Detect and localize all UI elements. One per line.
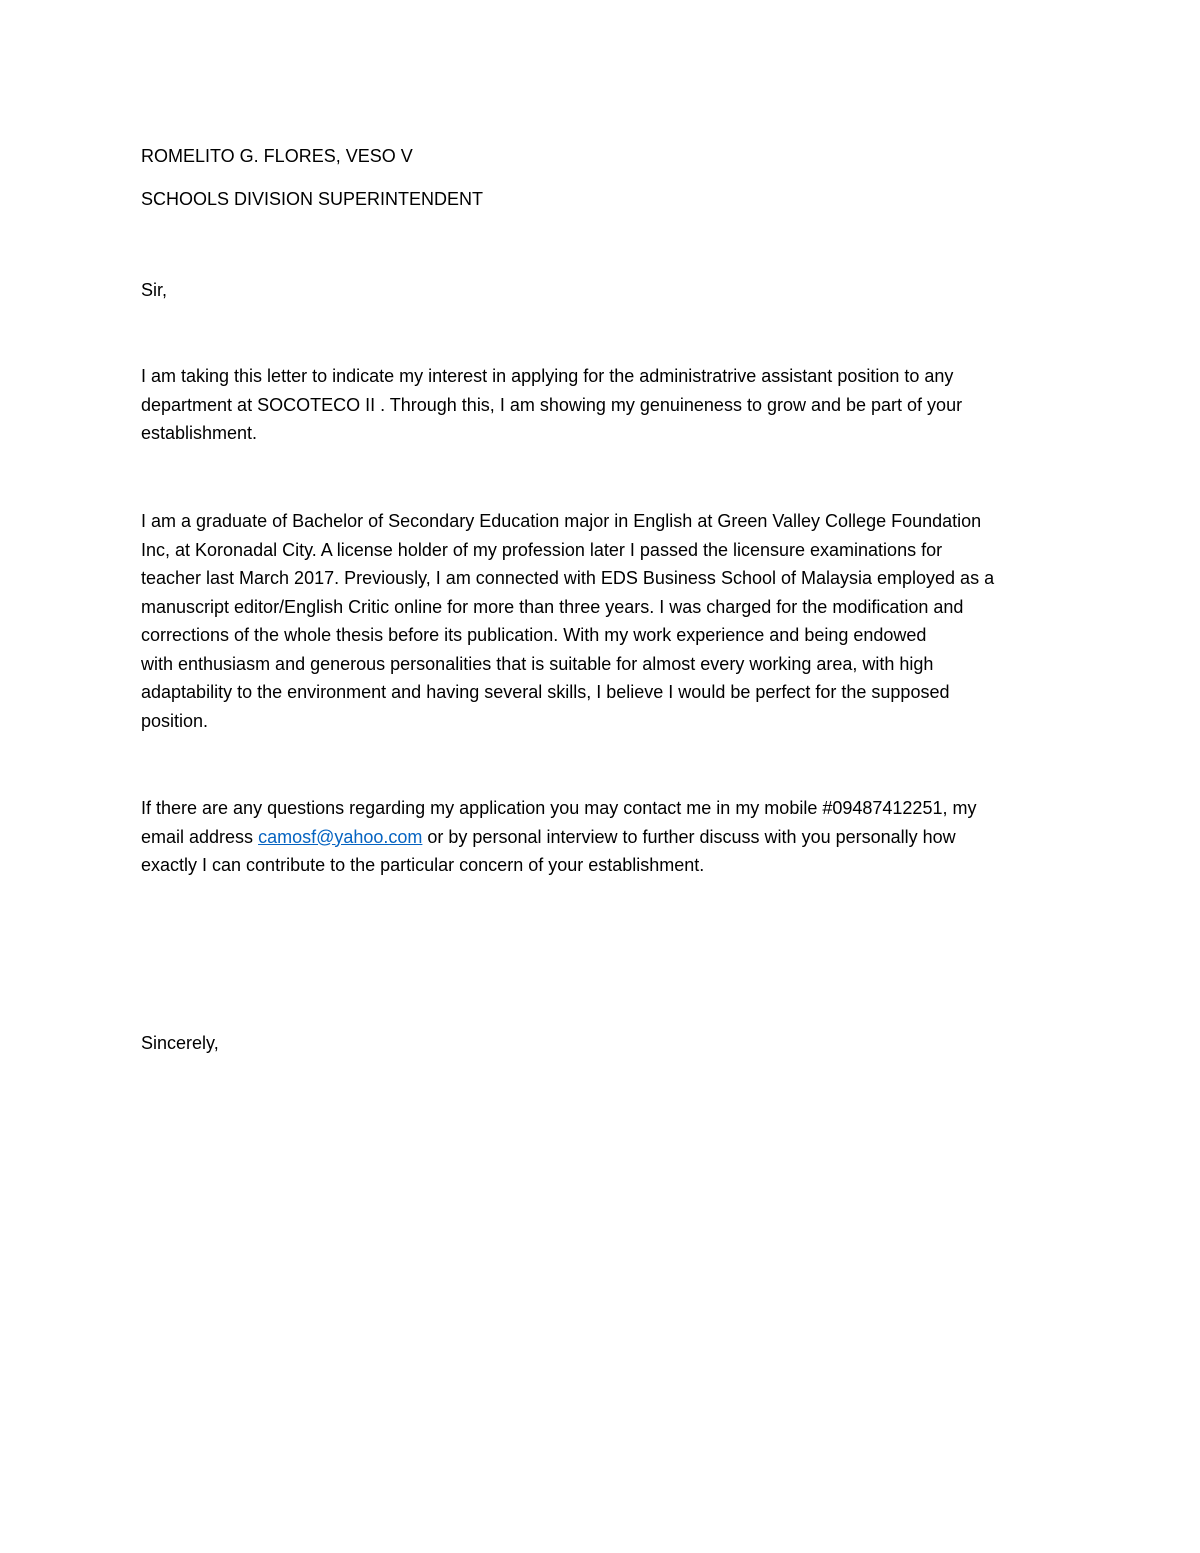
- paragraph-interest: [141, 362, 1071, 448]
- email-prefix: email address: [141, 826, 259, 847]
- paragraph-line: with enthusiasm and generous personalities that is suitable for almost every working area, with high: [141, 653, 934, 674]
- recipient-name: ROMELITO G. FLORES, VESO V: [141, 146, 413, 166]
- paragraph-line: teacher last March 2017. Previously, I am connected with EDS Business School of Malaysia employed as a: [141, 568, 995, 588]
- salutation: Sir,: [141, 280, 168, 300]
- paragraph-background: [141, 507, 1071, 735]
- paragraph-line: I am taking this letter to indicate my interest in applying for the administratrive assistant position to any: [141, 366, 954, 386]
- paragraph-line: adaptability to the environment and having several skills, I believe I would be perfect for the supposed: [141, 682, 950, 702]
- closing: Sincerely,: [141, 1033, 219, 1053]
- email-link[interactable]: camosf@yahoo.com: [258, 826, 423, 847]
- paragraph-line: If there are any questions regarding my application you may contact me in my mobile #09487412251, my: [141, 798, 977, 818]
- paragraph-line: corrections of the whole thesis before its publication. With my work experience and being endowed: [141, 625, 927, 645]
- paragraph-line: position.: [141, 710, 209, 731]
- paragraph-line: establishment.: [141, 423, 258, 443]
- paragraph-line: I am a graduate of Bachelor of Secondary Education major in English at Green Valley College Foundation: [141, 511, 982, 531]
- email-suffix: or by personal interview to further discuss with you personally how: [422, 826, 956, 847]
- recipient-title: SCHOOLS DIVISION SUPERINTENDENT: [141, 189, 484, 209]
- paragraph-line: exactly I can contribute to the particular concern of your establishment.: [141, 855, 705, 875]
- paragraph-line: department at SOCOTECO II . Through this, I am showing my genuineness to grow and be part of your: [141, 394, 963, 415]
- paragraph-line: [141, 823, 1071, 852]
- paragraph-contact: [141, 794, 1071, 880]
- paragraph-line: manuscript editor/English Critic online for more than three years. I was charged for the modification and: [141, 596, 964, 617]
- paragraph-line: Inc, at Koronadal City. A license holder of my profession later I passed the licensure examinations for: [141, 539, 943, 560]
